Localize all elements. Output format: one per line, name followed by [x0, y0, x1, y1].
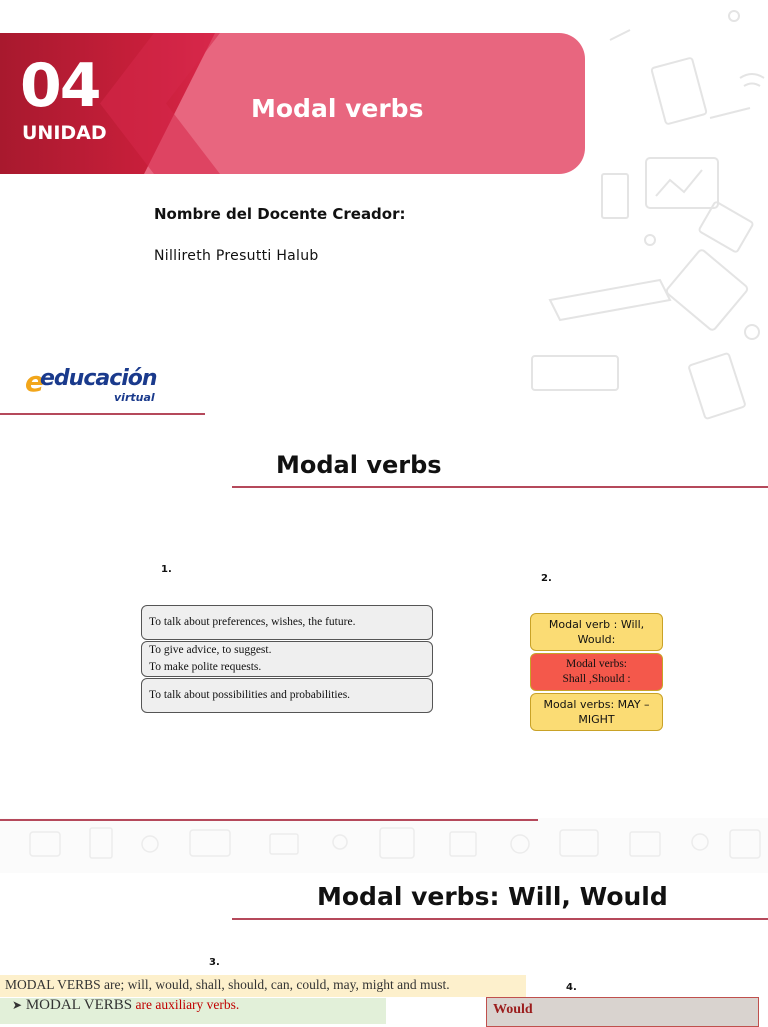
educacion-logo-sub: virtual — [114, 391, 155, 404]
category-will-would — [530, 613, 663, 651]
bullet-prefix: MODAL VERBS — [25, 997, 133, 1013]
section-title-will-would: Modal verbs: Will, Would — [317, 882, 668, 911]
category-text: MIGHT — [578, 713, 615, 726]
use-box-text: To give advice, to suggest. — [149, 644, 272, 656]
educacion-logo: educación — [40, 366, 157, 391]
use-box-advice — [141, 641, 433, 677]
creator-label: Nombre del Docente Creador: — [154, 205, 406, 223]
section-title-modal-verbs: Modal verbs — [276, 451, 442, 479]
section-divider — [232, 918, 768, 920]
section-divider — [232, 486, 768, 488]
bullet-line — [12, 997, 239, 1014]
decorative-band — [0, 818, 768, 873]
category-shall-should — [530, 653, 663, 691]
marker-3: 3. — [209, 957, 220, 968]
category-text: Modal verb : Will, — [548, 618, 645, 631]
band-divider — [0, 819, 538, 821]
unit-label: UNIDAD — [22, 122, 107, 144]
logo-divider — [0, 413, 205, 415]
category-text: Modal verbs: — [565, 658, 627, 670]
arrow-bullet-icon: ➤ — [12, 998, 23, 1012]
would-label: Would — [493, 1002, 533, 1017]
category-text: Would: — [577, 633, 616, 646]
use-box-possibility — [141, 678, 433, 713]
marker-2: 2. — [541, 573, 552, 584]
category-text: Shall ,Should : — [562, 673, 631, 685]
use-box-text: To make polite requests. — [149, 661, 262, 673]
use-box-text: To talk about preferences, wishes, the future. — [149, 616, 356, 628]
unit-title: Modal verbs — [251, 94, 424, 123]
category-may-might — [530, 693, 663, 731]
logo-e-mark: e — [25, 365, 44, 398]
marker-1: 1. — [161, 564, 172, 575]
modal-verbs-list: MODAL VERBS are; will, would, shall, should, can, could, may, might and must. — [5, 977, 450, 992]
unit-number: 04 — [20, 51, 100, 121]
marker-4: 4. — [566, 982, 577, 993]
use-box-text: To talk about possibilities and probabilities. — [149, 689, 351, 701]
bullet-rest: are auxiliary verbs. — [132, 997, 240, 1012]
use-box-future — [141, 605, 433, 640]
category-text: Modal verbs: MAY – — [543, 698, 650, 711]
creator-name: Nillireth Presutti Halub — [154, 248, 319, 264]
